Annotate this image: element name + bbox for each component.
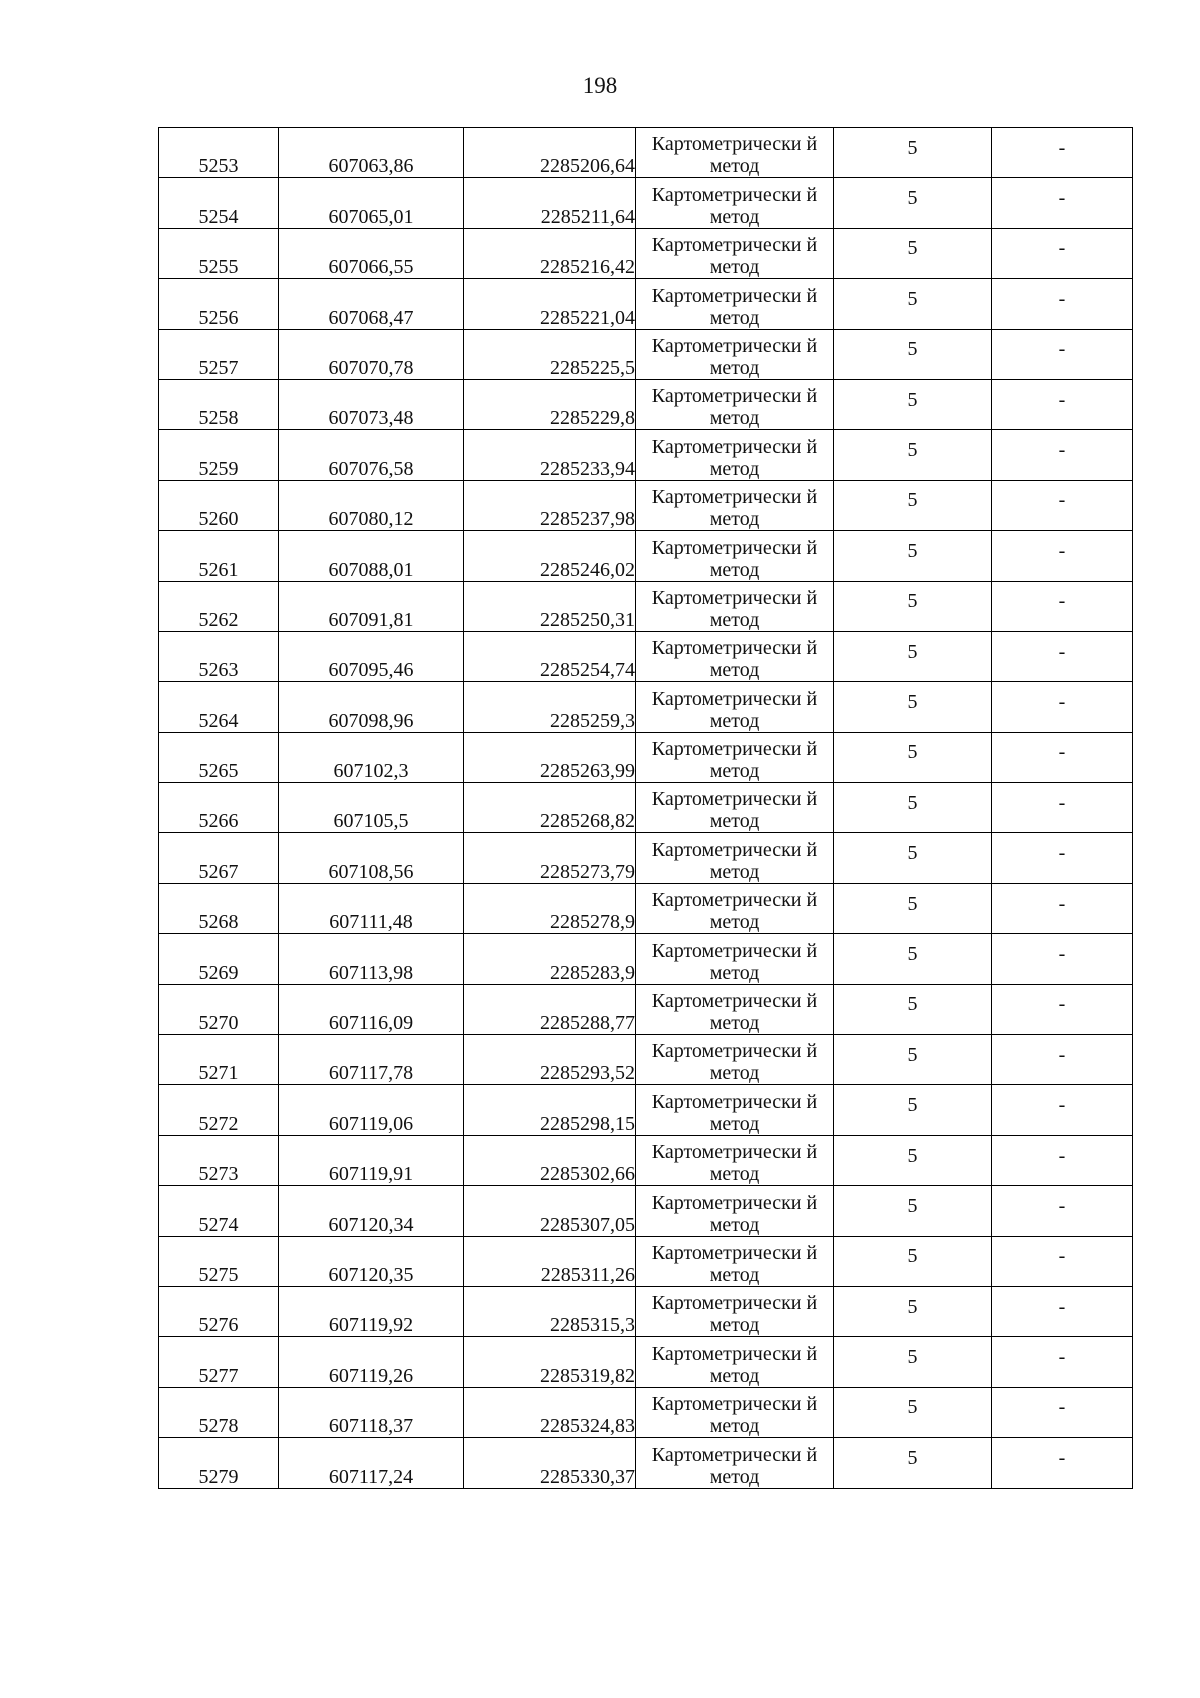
method-cell: Картометрически й метод xyxy=(636,833,834,883)
x-coordinate-cell: 607065,01 xyxy=(279,178,464,228)
method-cell: Картометрически й метод xyxy=(636,1035,834,1085)
note-text: - xyxy=(1058,842,1066,865)
method-cell: Картометрически й метод xyxy=(636,178,834,228)
accuracy-text: 5 xyxy=(907,1245,918,1268)
y-coordinate-cell: 2285216,42 xyxy=(464,228,636,278)
method-cell: Картометрически й метод xyxy=(636,934,834,984)
accuracy-text: 5 xyxy=(907,1346,918,1369)
point-number-cell: 5270 xyxy=(159,984,279,1034)
accuracy-cell xyxy=(834,934,992,984)
note-text: - xyxy=(1058,1245,1066,1268)
note-cell xyxy=(992,732,1133,782)
note-text: - xyxy=(1058,993,1066,1016)
note-text: - xyxy=(1058,791,1066,814)
method-cell: Картометрически й метод xyxy=(636,1337,834,1387)
note-text: - xyxy=(1058,287,1066,310)
y-coordinate-cell: 2285273,79 xyxy=(464,833,636,883)
y-coordinate-cell: 2285233,94 xyxy=(464,430,636,480)
note-text: - xyxy=(1058,539,1066,562)
x-coordinate-cell: 607063,86 xyxy=(279,128,464,178)
y-coordinate-cell: 2285229,8 xyxy=(464,379,636,429)
note-text: - xyxy=(1058,1396,1066,1419)
accuracy-cell xyxy=(834,732,992,782)
accuracy-text: 5 xyxy=(907,791,918,814)
accuracy-text: 5 xyxy=(907,892,918,915)
y-coordinate-cell: 2285278,9 xyxy=(464,883,636,933)
note-text: - xyxy=(1058,1043,1066,1066)
y-coordinate-cell: 2285263,99 xyxy=(464,732,636,782)
accuracy-cell xyxy=(834,279,992,329)
method-cell: Картометрически й метод xyxy=(636,1085,834,1135)
y-coordinate-cell: 2285259,3 xyxy=(464,682,636,732)
accuracy-cell xyxy=(834,833,992,883)
y-coordinate-cell: 2285315,3 xyxy=(464,1286,636,1336)
method-cell: Картометрически й метод xyxy=(636,430,834,480)
x-coordinate-cell: 607073,48 xyxy=(279,379,464,429)
accuracy-cell xyxy=(834,1035,992,1085)
x-coordinate-cell: 607066,55 xyxy=(279,228,464,278)
note-cell xyxy=(992,430,1133,480)
y-coordinate-cell: 2285302,66 xyxy=(464,1135,636,1185)
x-coordinate-cell: 607068,47 xyxy=(279,279,464,329)
point-number-cell: 5273 xyxy=(159,1135,279,1185)
note-cell xyxy=(992,1387,1133,1437)
note-text: - xyxy=(1058,1346,1066,1369)
note-text: - xyxy=(1058,338,1066,361)
x-coordinate-cell: 607120,35 xyxy=(279,1236,464,1286)
accuracy-cell xyxy=(834,682,992,732)
accuracy-text: 5 xyxy=(907,1094,918,1117)
note-cell xyxy=(992,228,1133,278)
accuracy-text: 5 xyxy=(907,539,918,562)
accuracy-text: 5 xyxy=(907,640,918,663)
note-cell xyxy=(992,1236,1133,1286)
coordinates-table xyxy=(158,127,1133,1489)
note-text: - xyxy=(1058,942,1066,965)
method-cell: Картометрически й метод xyxy=(636,1135,834,1185)
note-text: - xyxy=(1058,590,1066,613)
y-coordinate-cell: 2285324,83 xyxy=(464,1387,636,1437)
method-cell: Картометрически й метод xyxy=(636,329,834,379)
accuracy-text: 5 xyxy=(907,136,918,159)
accuracy-cell xyxy=(834,1337,992,1387)
x-coordinate-cell: 607070,78 xyxy=(279,329,464,379)
accuracy-cell xyxy=(834,480,992,530)
table-row xyxy=(159,1135,1133,1185)
point-number-cell: 5254 xyxy=(159,178,279,228)
x-coordinate-cell: 607091,81 xyxy=(279,581,464,631)
note-text: - xyxy=(1058,1144,1066,1167)
point-number-cell: 5272 xyxy=(159,1085,279,1135)
y-coordinate-cell: 2285246,02 xyxy=(464,531,636,581)
table-row xyxy=(159,178,1133,228)
accuracy-text: 5 xyxy=(907,439,918,462)
y-coordinate-cell: 2285283,9 xyxy=(464,934,636,984)
x-coordinate-cell: 607120,34 xyxy=(279,1186,464,1236)
table-row xyxy=(159,1085,1133,1135)
note-cell xyxy=(992,934,1133,984)
note-cell xyxy=(992,682,1133,732)
point-number-cell: 5277 xyxy=(159,1337,279,1387)
accuracy-text: 5 xyxy=(907,388,918,411)
note-cell xyxy=(992,581,1133,631)
accuracy-text: 5 xyxy=(907,690,918,713)
x-coordinate-cell: 607119,91 xyxy=(279,1135,464,1185)
table-row xyxy=(159,1186,1133,1236)
table-row xyxy=(159,1337,1133,1387)
note-cell xyxy=(992,1337,1133,1387)
method-cell: Картометрически й метод xyxy=(636,1387,834,1437)
y-coordinate-cell: 2285254,74 xyxy=(464,631,636,681)
accuracy-cell xyxy=(834,1286,992,1336)
table-row xyxy=(159,480,1133,530)
point-number-cell: 5268 xyxy=(159,883,279,933)
note-text: - xyxy=(1058,136,1066,159)
accuracy-cell xyxy=(834,783,992,833)
method-cell: Картометрически й метод xyxy=(636,531,834,581)
table-row xyxy=(159,732,1133,782)
method-cell: Картометрически й метод xyxy=(636,480,834,530)
point-number-cell: 5258 xyxy=(159,379,279,429)
y-coordinate-cell: 2285330,37 xyxy=(464,1438,636,1488)
accuracy-text: 5 xyxy=(907,1295,918,1318)
method-cell: Картометрически й метод xyxy=(636,631,834,681)
point-number-cell: 5275 xyxy=(159,1236,279,1286)
note-cell xyxy=(992,984,1133,1034)
accuracy-text: 5 xyxy=(907,1043,918,1066)
point-number-cell: 5256 xyxy=(159,279,279,329)
accuracy-text: 5 xyxy=(907,590,918,613)
point-number-cell: 5264 xyxy=(159,682,279,732)
note-cell xyxy=(992,329,1133,379)
method-cell: Картометрически й метод xyxy=(636,1438,834,1488)
note-text: - xyxy=(1058,1295,1066,1318)
point-number-cell: 5261 xyxy=(159,531,279,581)
method-cell: Картометрически й метод xyxy=(636,581,834,631)
accuracy-text: 5 xyxy=(907,338,918,361)
note-cell xyxy=(992,783,1133,833)
accuracy-text: 5 xyxy=(907,842,918,865)
point-number-cell: 5278 xyxy=(159,1387,279,1437)
y-coordinate-cell: 2285268,82 xyxy=(464,783,636,833)
x-coordinate-cell: 607088,01 xyxy=(279,531,464,581)
accuracy-text: 5 xyxy=(907,1194,918,1217)
accuracy-cell xyxy=(834,631,992,681)
table-row xyxy=(159,1286,1133,1336)
method-cell: Картометрически й метод xyxy=(636,783,834,833)
x-coordinate-cell: 607102,3 xyxy=(279,732,464,782)
x-coordinate-cell: 607118,37 xyxy=(279,1387,464,1437)
y-coordinate-cell: 2285225,5 xyxy=(464,329,636,379)
method-cell: Картометрически й метод xyxy=(636,1286,834,1336)
point-number-cell: 5267 xyxy=(159,833,279,883)
point-number-cell: 5266 xyxy=(159,783,279,833)
table-row xyxy=(159,1035,1133,1085)
point-number-cell: 5276 xyxy=(159,1286,279,1336)
y-coordinate-cell: 2285211,64 xyxy=(464,178,636,228)
note-text: - xyxy=(1058,489,1066,512)
note-cell xyxy=(992,379,1133,429)
x-coordinate-cell: 607116,09 xyxy=(279,984,464,1034)
method-cell: Картометрически й метод xyxy=(636,732,834,782)
note-cell xyxy=(992,1438,1133,1488)
note-text: - xyxy=(1058,1446,1066,1469)
coordinates-table-body xyxy=(159,128,1133,1489)
point-number-cell: 5253 xyxy=(159,128,279,178)
accuracy-text: 5 xyxy=(907,1446,918,1469)
table-row xyxy=(159,279,1133,329)
accuracy-cell xyxy=(834,1186,992,1236)
y-coordinate-cell: 2285288,77 xyxy=(464,984,636,1034)
x-coordinate-cell: 607108,56 xyxy=(279,833,464,883)
table-row xyxy=(159,329,1133,379)
accuracy-cell xyxy=(834,1387,992,1437)
table-row xyxy=(159,531,1133,581)
x-coordinate-cell: 607111,48 xyxy=(279,883,464,933)
note-text: - xyxy=(1058,741,1066,764)
note-text: - xyxy=(1058,187,1066,210)
table-row xyxy=(159,1387,1133,1437)
table-row xyxy=(159,1438,1133,1488)
method-cell: Картометрически й метод xyxy=(636,984,834,1034)
note-text: - xyxy=(1058,388,1066,411)
table-row xyxy=(159,379,1133,429)
accuracy-cell xyxy=(834,430,992,480)
note-cell xyxy=(992,883,1133,933)
x-coordinate-cell: 607119,26 xyxy=(279,1337,464,1387)
method-cell: Картометрически й метод xyxy=(636,128,834,178)
x-coordinate-cell: 607117,78 xyxy=(279,1035,464,1085)
y-coordinate-cell: 2285221,04 xyxy=(464,279,636,329)
x-coordinate-cell: 607117,24 xyxy=(279,1438,464,1488)
point-number-cell: 5279 xyxy=(159,1438,279,1488)
table-row xyxy=(159,631,1133,681)
table-row xyxy=(159,430,1133,480)
point-number-cell: 5274 xyxy=(159,1186,279,1236)
table-row xyxy=(159,581,1133,631)
method-cell: Картометрически й метод xyxy=(636,228,834,278)
method-cell: Картометрически й метод xyxy=(636,682,834,732)
method-cell: Картометрически й метод xyxy=(636,1236,834,1286)
note-text: - xyxy=(1058,892,1066,915)
note-cell xyxy=(992,531,1133,581)
accuracy-text: 5 xyxy=(907,187,918,210)
table-row xyxy=(159,833,1133,883)
point-number-cell: 5265 xyxy=(159,732,279,782)
y-coordinate-cell: 2285311,26 xyxy=(464,1236,636,1286)
x-coordinate-cell: 607113,98 xyxy=(279,934,464,984)
note-cell xyxy=(992,833,1133,883)
x-coordinate-cell: 607105,5 xyxy=(279,783,464,833)
note-text: - xyxy=(1058,1194,1066,1217)
point-number-cell: 5271 xyxy=(159,1035,279,1085)
table-row xyxy=(159,934,1133,984)
accuracy-text: 5 xyxy=(907,287,918,310)
x-coordinate-cell: 607076,58 xyxy=(279,430,464,480)
accuracy-cell xyxy=(834,1135,992,1185)
note-cell xyxy=(992,279,1133,329)
y-coordinate-cell: 2285298,15 xyxy=(464,1085,636,1135)
table-row xyxy=(159,682,1133,732)
point-number-cell: 5262 xyxy=(159,581,279,631)
point-number-cell: 5263 xyxy=(159,631,279,681)
note-text: - xyxy=(1058,690,1066,713)
y-coordinate-cell: 2285319,82 xyxy=(464,1337,636,1387)
accuracy-text: 5 xyxy=(907,237,918,260)
note-cell xyxy=(992,1286,1133,1336)
accuracy-cell xyxy=(834,379,992,429)
accuracy-cell xyxy=(834,984,992,1034)
note-text: - xyxy=(1058,640,1066,663)
method-cell: Картометрически й метод xyxy=(636,1186,834,1236)
point-number-cell: 5269 xyxy=(159,934,279,984)
accuracy-cell xyxy=(834,1438,992,1488)
accuracy-text: 5 xyxy=(907,489,918,512)
accuracy-text: 5 xyxy=(907,741,918,764)
x-coordinate-cell: 607095,46 xyxy=(279,631,464,681)
y-coordinate-cell: 2285237,98 xyxy=(464,480,636,530)
accuracy-text: 5 xyxy=(907,993,918,1016)
note-cell xyxy=(992,1135,1133,1185)
note-cell xyxy=(992,1085,1133,1135)
page-number: 198 xyxy=(582,73,618,98)
table-row xyxy=(159,228,1133,278)
note-cell xyxy=(992,128,1133,178)
accuracy-cell xyxy=(834,228,992,278)
x-coordinate-cell: 607080,12 xyxy=(279,480,464,530)
y-coordinate-cell: 2285206,64 xyxy=(464,128,636,178)
y-coordinate-cell: 2285250,31 xyxy=(464,581,636,631)
accuracy-cell xyxy=(834,1085,992,1135)
note-cell xyxy=(992,1035,1133,1085)
table-row xyxy=(159,1236,1133,1286)
table-row xyxy=(159,783,1133,833)
method-cell: Картометрически й метод xyxy=(636,883,834,933)
method-cell: Картометрически й метод xyxy=(636,379,834,429)
accuracy-text: 5 xyxy=(907,1396,918,1419)
note-cell xyxy=(992,631,1133,681)
method-cell: Картометрически й метод xyxy=(636,279,834,329)
table-row xyxy=(159,883,1133,933)
x-coordinate-cell: 607098,96 xyxy=(279,682,464,732)
accuracy-cell xyxy=(834,329,992,379)
note-cell xyxy=(992,178,1133,228)
point-number-cell: 5260 xyxy=(159,480,279,530)
accuracy-cell xyxy=(834,531,992,581)
accuracy-cell xyxy=(834,581,992,631)
note-cell xyxy=(992,480,1133,530)
note-text: - xyxy=(1058,237,1066,260)
x-coordinate-cell: 607119,06 xyxy=(279,1085,464,1135)
note-cell xyxy=(992,1186,1133,1236)
accuracy-cell xyxy=(834,178,992,228)
y-coordinate-cell: 2285307,05 xyxy=(464,1186,636,1236)
accuracy-text: 5 xyxy=(907,1144,918,1167)
x-coordinate-cell: 607119,92 xyxy=(279,1286,464,1336)
table-row xyxy=(159,984,1133,1034)
accuracy-cell xyxy=(834,883,992,933)
point-number-cell: 5255 xyxy=(159,228,279,278)
accuracy-text: 5 xyxy=(907,942,918,965)
table-row xyxy=(159,128,1133,178)
note-text: - xyxy=(1058,439,1066,462)
point-number-cell: 5259 xyxy=(159,430,279,480)
accuracy-cell xyxy=(834,1236,992,1286)
note-text: - xyxy=(1058,1094,1066,1117)
y-coordinate-cell: 2285293,52 xyxy=(464,1035,636,1085)
point-number-cell: 5257 xyxy=(159,329,279,379)
accuracy-cell xyxy=(834,128,992,178)
